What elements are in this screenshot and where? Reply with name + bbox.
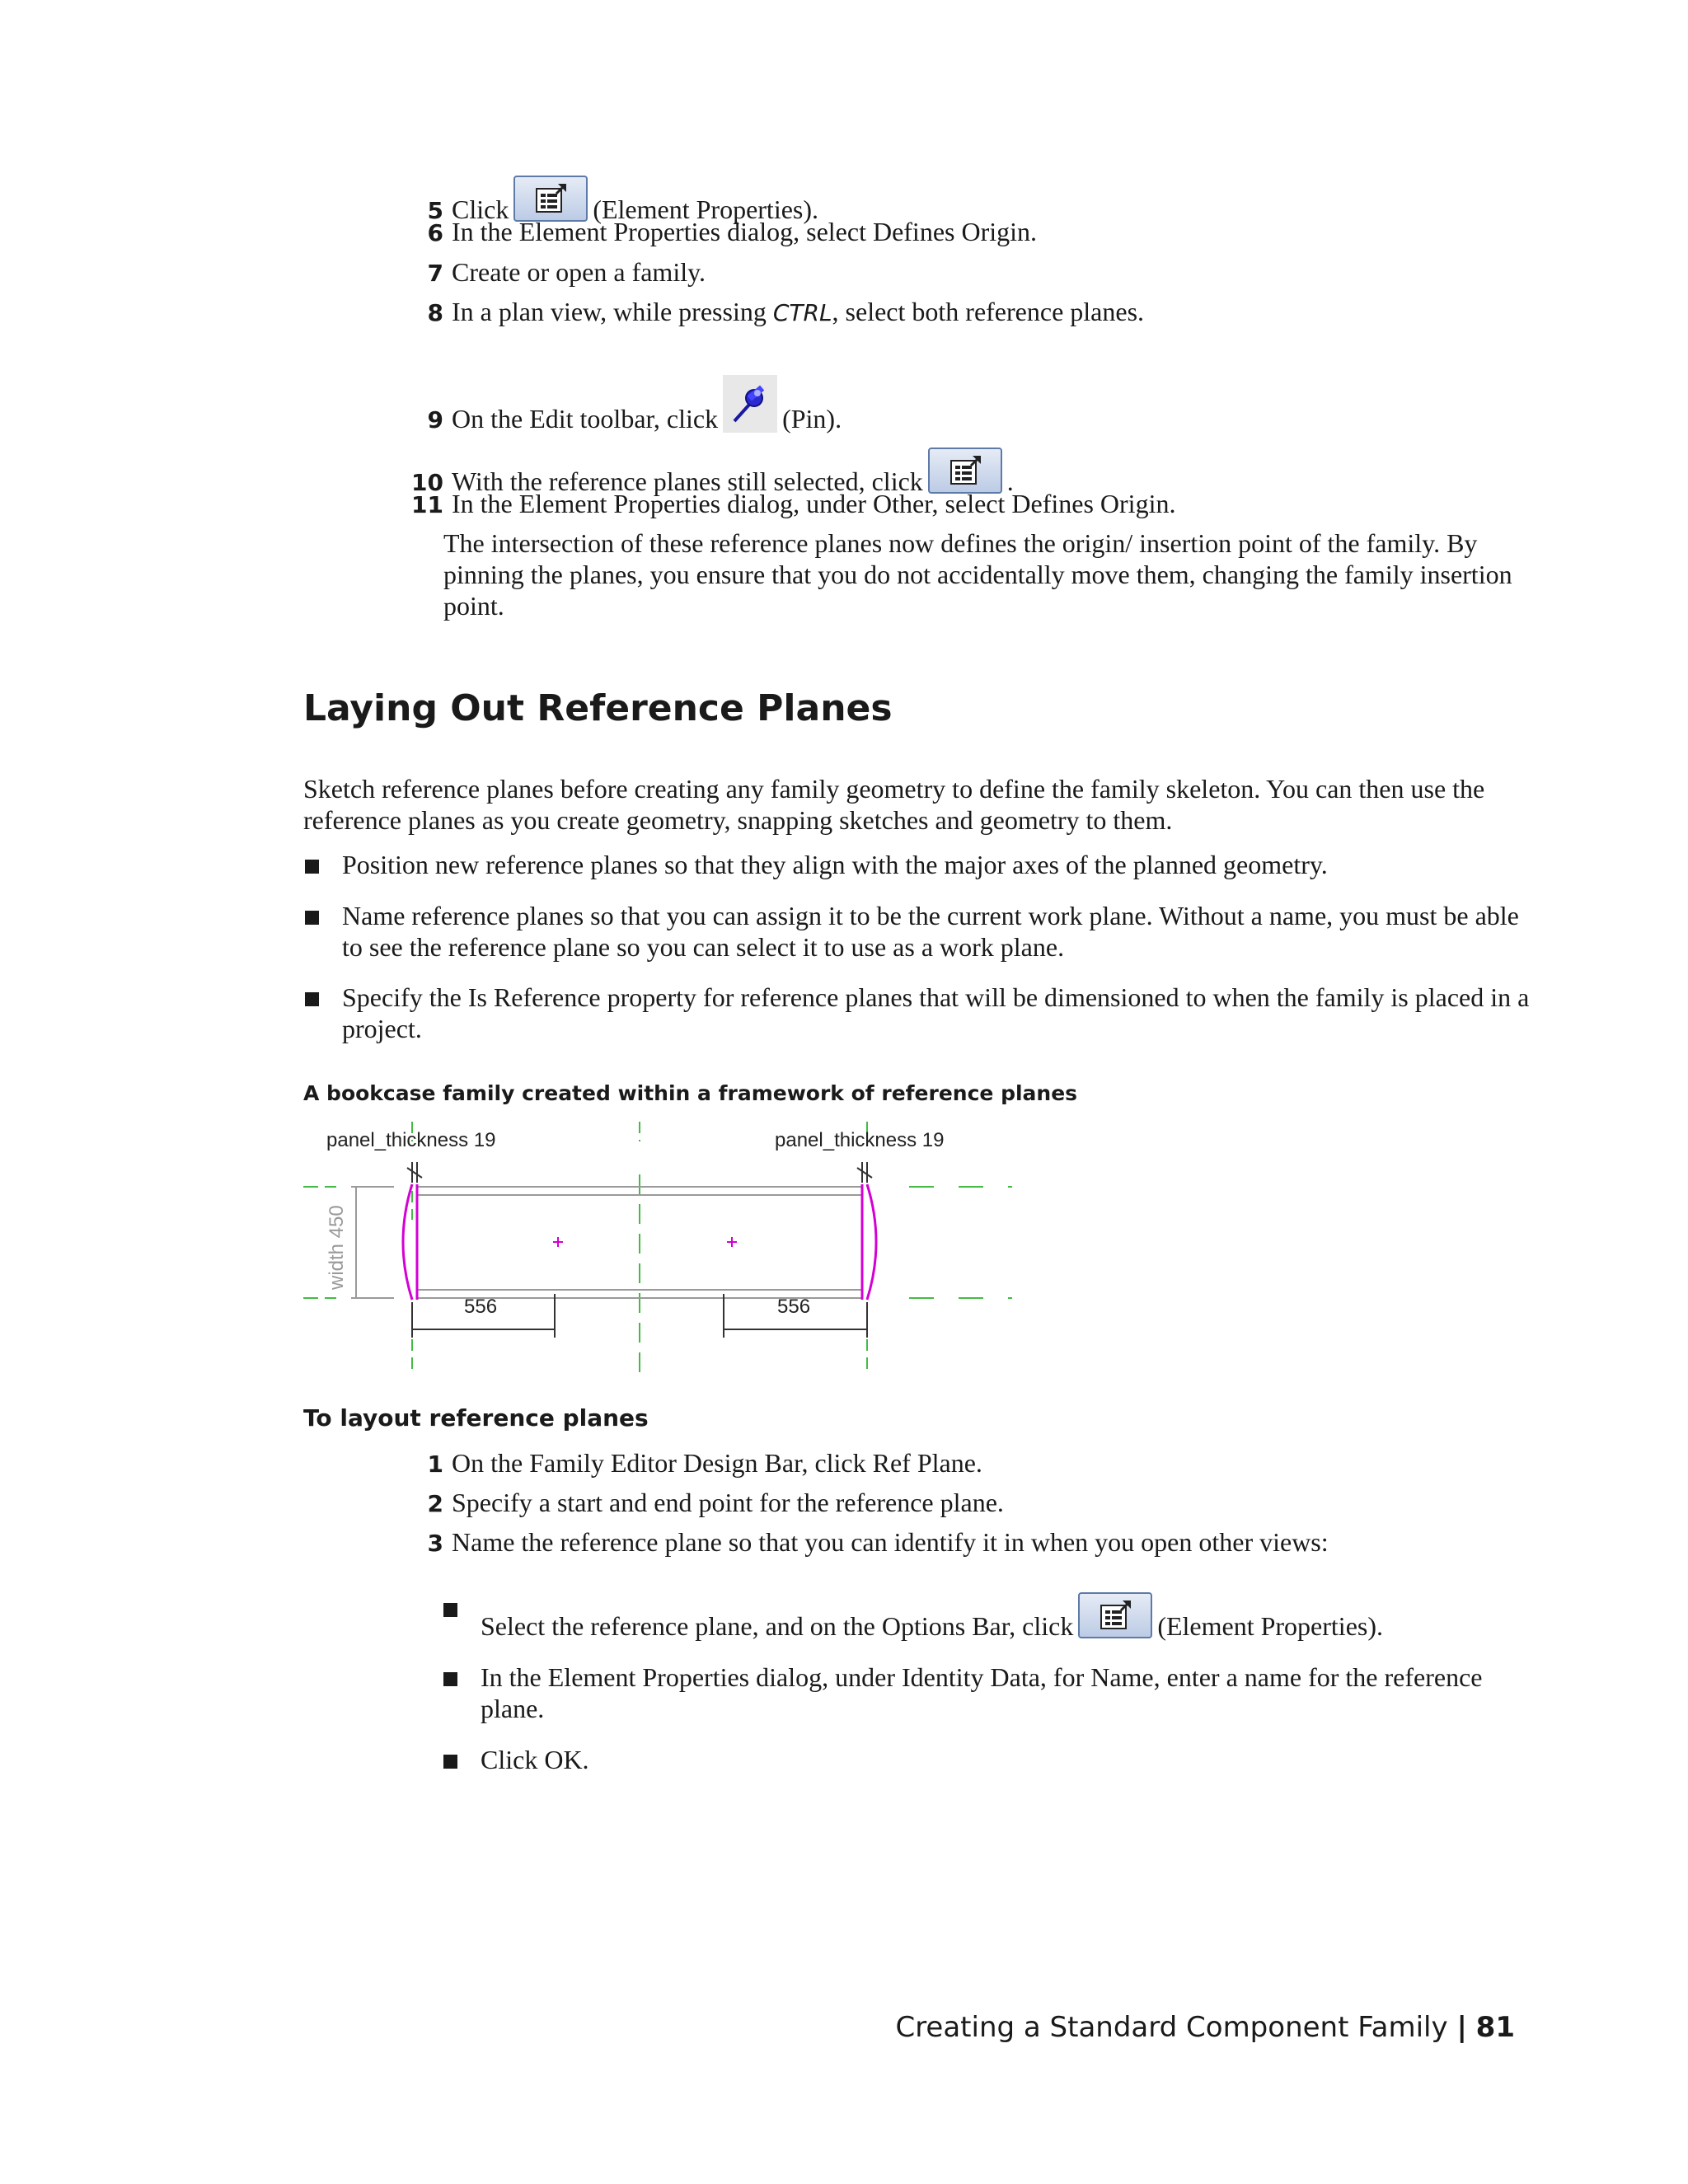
footer-title: Creating a Standard Component Family [895, 2011, 1448, 2044]
origin-markers [553, 1237, 737, 1247]
sub-bullet-marker [443, 1672, 457, 1686]
reference-planes [303, 1122, 1012, 1374]
step-6: 6 In the Element Properties dialog, select Defines Origin. [427, 217, 1038, 246]
step-number: 5 [427, 197, 443, 224]
sub-bullet-item: In the Element Properties dialog, under Identity Data, for Name, enter a name for the reference plane. [481, 1662, 1483, 1723]
procedure-step-1: 1 On the Family Editor Design Bar, click Ref Plane. [427, 1448, 982, 1478]
panel-thickness-right-label: panel_thickness 19 [775, 1129, 945, 1151]
keyboard-key: CTRL [772, 299, 832, 326]
bullet-marker [305, 860, 319, 874]
procedure-step-2: 2 Specify a start and end point for the reference plane. [427, 1488, 1004, 1517]
intro-paragraph: Sketch reference planes before creating any family geometry to define the family skeleton. You can then use the reference planes as you create geometry, snapping sketches and geometry to them. [303, 774, 1485, 835]
bullet-marker [305, 911, 319, 925]
bullet-item: Position new reference planes so that they align with the major axes of the planned geometry. [342, 850, 1328, 879]
step-10: 10 With the reference planes still selected, click . [401, 448, 1014, 499]
procedure-step-3: 3 Name the reference plane so that you can identify it in when you open other views: [427, 1527, 1329, 1557]
bullet-item: Name reference planes so that you can assign it to be the current work plane. Without a name, you must be able to see the reference plane so you can select it to use as a work plane. [342, 901, 1519, 962]
element-properties-icon[interactable] [928, 448, 1002, 494]
sub-bullet-marker [443, 1755, 457, 1769]
sub-bullet-item: Select the reference plane, and on the Options Bar, click (Element Properties). [481, 1592, 1383, 1642]
step-8: 8 In a plan view, while pressing CTRL, select both reference planes. [427, 297, 1145, 326]
sub-bullet-item: Click OK. [481, 1745, 589, 1774]
page-footer [895, 2011, 1515, 2044]
pin-icon[interactable] [723, 375, 777, 433]
section-title: Laying Out Reference Planes [303, 687, 893, 729]
shelf-outline [351, 1187, 862, 1298]
step-5: 5 Click (Element Properties). [407, 176, 818, 227]
sub-bullet-marker [443, 1603, 457, 1617]
dimension-right-label: 556 [777, 1296, 811, 1318]
width-label: width 450 [326, 1205, 348, 1290]
bookcase-diagram [303, 1117, 1012, 1380]
step-9: 9 On the Edit toolbar, click (Pin). [407, 375, 842, 436]
bullet-item: Specify the Is Reference property for reference planes that will be dimensioned to when the family is placed in a project. [342, 982, 1530, 1043]
dimension-left-label: 556 [464, 1296, 498, 1318]
page-number: 81 [1475, 2011, 1515, 2044]
panel-thickness-left-label: panel_thickness 19 [326, 1129, 496, 1151]
element-properties-icon[interactable] [513, 176, 588, 222]
step-7: 7 Create or open a family. [427, 257, 706, 287]
figure-caption: A bookcase family created within a framework of reference planes [303, 1081, 1078, 1105]
step-note: The intersection of these reference planes now defines the origin/ insertion point of the family. By pinning the planes, you ensure that you do not accidentally move them, changing the family insertion point. [443, 528, 1512, 621]
step-11: 11 In the Element Properties dialog, under Other, select Defines Origin. [411, 489, 1176, 518]
procedure-title: To layout reference planes [303, 1404, 649, 1432]
footer-separator: | [1456, 2011, 1467, 2044]
bullet-marker [305, 992, 319, 1006]
element-properties-icon[interactable] [1078, 1592, 1152, 1638]
